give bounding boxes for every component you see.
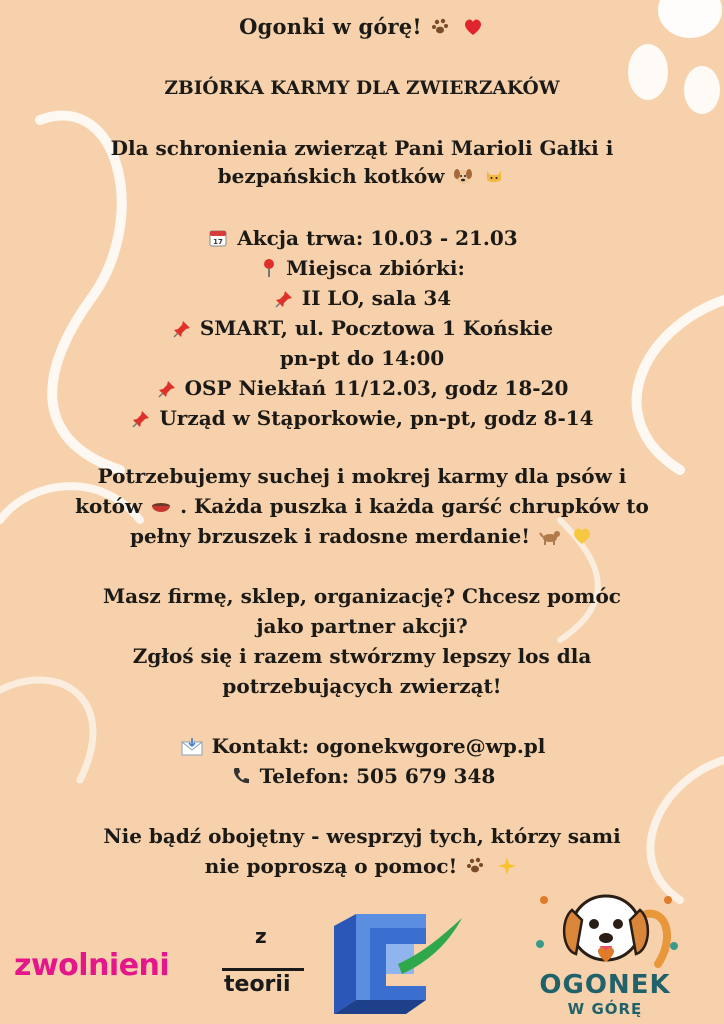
contact-phone-line [0, 764, 724, 788]
places-label: Miejsca zbiórki: [286, 256, 465, 280]
closing-line-1: Nie bądź obojętny - wesprzyj tych, którzy sami [103, 824, 621, 848]
closing-line-2-text: nie poproszą o pomoc! [204, 854, 458, 878]
partners-line-1: Masz firmę, sklep, organizację? Chcesz pomóc [103, 584, 621, 608]
pushpin-icon [173, 320, 191, 338]
zwolnieni-logo-z: z [255, 924, 267, 948]
needs-line-2a: kotów [75, 494, 143, 518]
needs-line-2b: . Każda puszka i każda garść chrupków to [180, 494, 649, 518]
headline: ZBIÓRKA KARMY DLA ZWIERZAKÓW [164, 78, 560, 99]
place-2: SMART, ul. Pocztowa 1 Końskie [199, 316, 554, 340]
school-logo-icon [330, 904, 470, 1024]
heart-icon [463, 17, 483, 37]
place-3-line [0, 376, 724, 400]
needs-line-2 [0, 494, 724, 518]
pushpin-icon [158, 380, 176, 398]
contact-phone[interactable]: Telefon: 505 679 348 [259, 764, 496, 788]
needs-line-1: Potrzebujemy suchej i mokrej karmy dla psów i [97, 464, 627, 488]
place-2-hours: pn-pt do 14:00 [279, 346, 445, 370]
partners-line-4: potrzebujących zwierząt! [222, 674, 502, 698]
page-title: Ogonki w górę! [239, 14, 422, 39]
needs-line-3 [0, 524, 724, 548]
intro-line-1: Dla schronienia zwierząt Pani Marioli Gałki i [110, 136, 614, 160]
paw-icon [431, 17, 451, 37]
svg-text:17: 17 [213, 238, 224, 246]
intro-line-2-text: bezpańskich kotków [217, 164, 445, 188]
location-pin-icon [261, 258, 277, 278]
place-1: II LO, sala 34 [301, 286, 452, 310]
zwolnieni-logo-teorii: teorii [224, 972, 291, 997]
place-4: Urząd w Stąporkowie, pn-pt, godz 8-14 [159, 406, 594, 430]
event-duration: Akcja trwa: 10.03 - 21.03 [237, 226, 518, 250]
logos-row [0, 880, 724, 1024]
partners-line-3: Zgłoś się i razem stwórzmy lepszy los dla [132, 644, 592, 668]
event-duration-line [0, 226, 724, 250]
zwolnieni-logo-text: zwolnieni [14, 948, 170, 983]
ogonek-logo-title: OGONEK [539, 970, 671, 1000]
place-2-line [0, 316, 724, 340]
bowl-icon [151, 500, 171, 516]
closing-line-2 [0, 854, 724, 878]
contact-email-line [0, 734, 724, 758]
pushpin-icon [132, 410, 150, 428]
place-1-line [0, 286, 724, 310]
calendar-icon [208, 228, 228, 248]
title-line [0, 14, 724, 39]
mail-icon [181, 738, 203, 756]
contact-email[interactable]: Kontakt: ogonekwgore@wp.pl [211, 734, 546, 758]
sparkles-icon [497, 856, 517, 876]
place-3: OSP Niekłań 11/12.03, godz 18-20 [184, 376, 569, 400]
needs-line-3-text: pełny brzuszek i radosne merdanie! [130, 524, 531, 548]
pushpin-icon [275, 290, 293, 308]
cat-face-icon [484, 166, 504, 186]
yellow-heart-icon [572, 526, 592, 546]
place-4-line [0, 406, 724, 430]
ogonek-logo-subtitle: W GÓRĘ [567, 1000, 643, 1018]
places-label-line [0, 256, 724, 280]
partners-line-2: jako partner akcji? [256, 614, 468, 638]
dog-face-icon [453, 166, 473, 186]
phone-icon [231, 766, 251, 786]
zwolnieni-logo-divider [222, 968, 304, 971]
intro-line-2 [0, 164, 724, 188]
dog-icon [539, 528, 561, 546]
paw-icon [466, 856, 486, 876]
ogonek-logo-dog-icon [528, 880, 684, 976]
